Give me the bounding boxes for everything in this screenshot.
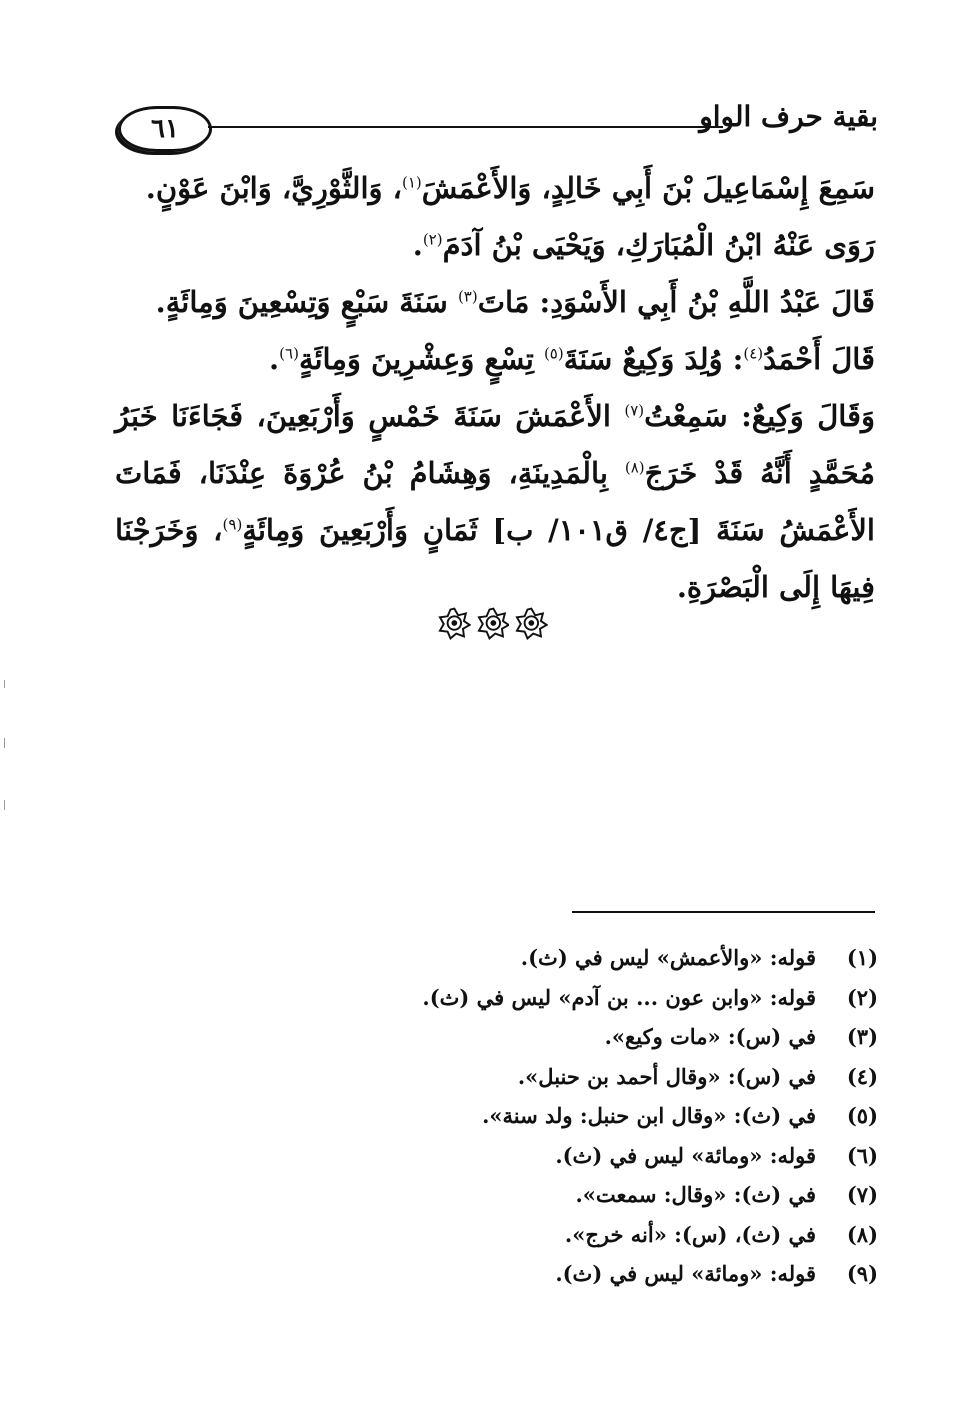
- flower-ornament-icon: [477, 606, 510, 640]
- footnote-number: (٣): [846, 1024, 878, 1050]
- paragraph-2: [115, 217, 875, 274]
- footnote-text: قوله: «ومائة» ليس في (ث).: [555, 1261, 816, 1287]
- running-head: بقية حرف الواو: [699, 100, 878, 133]
- footnote-text: في (ث): «وقال ابن حنبل: ولد سنة».: [482, 1103, 816, 1129]
- footnote-ref[interactable]: (٨): [624, 458, 645, 477]
- text-segment: قَالَ عَبْدُ اللَّهِ بْنُ أَبِي الأَسْوَدِ: مَاتَ: [477, 285, 875, 319]
- footnote-5: [300, 1096, 878, 1136]
- section-ornaments: [438, 606, 548, 646]
- footnote-8: [300, 1215, 878, 1255]
- footnote-ref[interactable]: (١): [401, 173, 422, 192]
- footnote-number: (٢): [846, 984, 878, 1010]
- footnote-7: [300, 1175, 878, 1215]
- text-segment: تِسْعٍ وَعِشْرِينَ وَمِائَةٍ: [298, 342, 544, 376]
- page-number: ٦١: [151, 114, 179, 144]
- text-segment: سَمِعَ إِسْمَاعِيلَ بْنَ أَبِي خَالِدٍ، وَالأَعْمَشَ: [421, 171, 875, 205]
- footnote-ref[interactable]: (٢): [422, 230, 443, 249]
- text-segment: ، وَالثَّوْرِيَّ، وَابْنَ عَوْنٍ.: [145, 171, 402, 205]
- footnote-separator: [572, 911, 875, 913]
- footnote-number: (٥): [846, 1103, 878, 1129]
- footnote-text: قوله: «والأعمش» ليس في (ث).: [520, 945, 816, 971]
- flower-ornament-icon: [438, 606, 471, 640]
- footnote-text: في (ث): «وقال: سمعت».: [575, 1182, 816, 1208]
- header-rule: [208, 126, 723, 128]
- footnotes: [300, 938, 878, 1294]
- text-segment: .: [412, 228, 423, 262]
- text-segment: .: [269, 342, 280, 376]
- footnote-number: (٦): [846, 1142, 878, 1168]
- footnote-ref[interactable]: (٣): [457, 287, 478, 306]
- text-segment: سَنَةَ سَبْعٍ وَتِسْعِينَ وَمِائَةٍ.: [155, 285, 458, 319]
- footnote-ref[interactable]: (٧): [624, 401, 645, 420]
- footnote-number: (٧): [846, 1182, 878, 1208]
- flower-ornament-icon: [515, 606, 548, 640]
- footnote-text: قوله: «وابن عون ... بن آدم» ليس في (ث).: [422, 984, 816, 1010]
- text-segment: بِالْمَدِينَةِ، وَهِشَامُ بْنُ عُرْوَةَ عِنْدَنَا، فَمَاتَ الأَعْمَشُ سَنَةَ [ج٤/ ق١٠١/ ب] ثَمَانٍ وَأَرْبَعِينَ وَمِائَةٍ: [115, 456, 875, 547]
- footnote-number: (٩): [846, 1261, 878, 1287]
- footnote-9: [300, 1254, 878, 1294]
- footnote-ref[interactable]: (٩): [222, 515, 243, 534]
- text-segment: ، وَخَرَجْنَا فِيهَا إِلَى الْبَصْرَةِ.: [115, 513, 875, 604]
- paragraph-5: [115, 388, 875, 616]
- main-text: [115, 160, 875, 616]
- footnote-4: [300, 1057, 878, 1097]
- text-segment: الأَعْمَشَ سَنَةَ خَمْسٍ وَأَرْبَعِينَ، فَجَاءَنَا خَبَرُ مُحَمَّدٍ أَنَّهُ قَدْ خَرَجَ: [115, 399, 875, 490]
- footnote-ref[interactable]: (٤): [743, 344, 764, 363]
- footnote-ref[interactable]: (٦): [279, 344, 299, 363]
- footnote-text: في (س): «مات وكيع».: [604, 1024, 816, 1050]
- footnote-text: قوله: «ومائة» ليس في (ث).: [555, 1142, 816, 1168]
- text-segment: : وُلِدَ وَكِيعٌ سَنَةَ: [563, 342, 744, 376]
- footnote-text: في (س): «وقال أحمد بن حنبل».: [517, 1063, 816, 1089]
- footnote-number: (١): [846, 945, 878, 971]
- page-number-badge: [118, 106, 212, 152]
- text-segment: رَوَى عَنْهُ ابْنُ الْمُبَارَكِ، وَيَحْيَى بْنُ آدَمَ: [442, 228, 875, 262]
- footnote-number: (٤): [846, 1063, 878, 1089]
- footnote-6: [300, 1136, 878, 1176]
- footnote-number: (٨): [846, 1221, 878, 1247]
- page-header: [118, 100, 878, 160]
- footnote-1: [300, 938, 878, 978]
- footnote-2: [300, 978, 878, 1018]
- text-segment: وَقَالَ وَكِيعٌ: سَمِعْتُ: [644, 399, 875, 433]
- footnote-ref[interactable]: (٥): [543, 344, 564, 363]
- footnote-3: [300, 1017, 878, 1057]
- paragraph-4: [115, 331, 875, 388]
- paragraph-1: [115, 160, 875, 217]
- paragraph-3: [115, 274, 875, 331]
- text-segment: قَالَ أَحْمَدُ: [763, 342, 875, 376]
- footnote-text: في (ث)، (س): «أنه خرج».: [564, 1221, 816, 1247]
